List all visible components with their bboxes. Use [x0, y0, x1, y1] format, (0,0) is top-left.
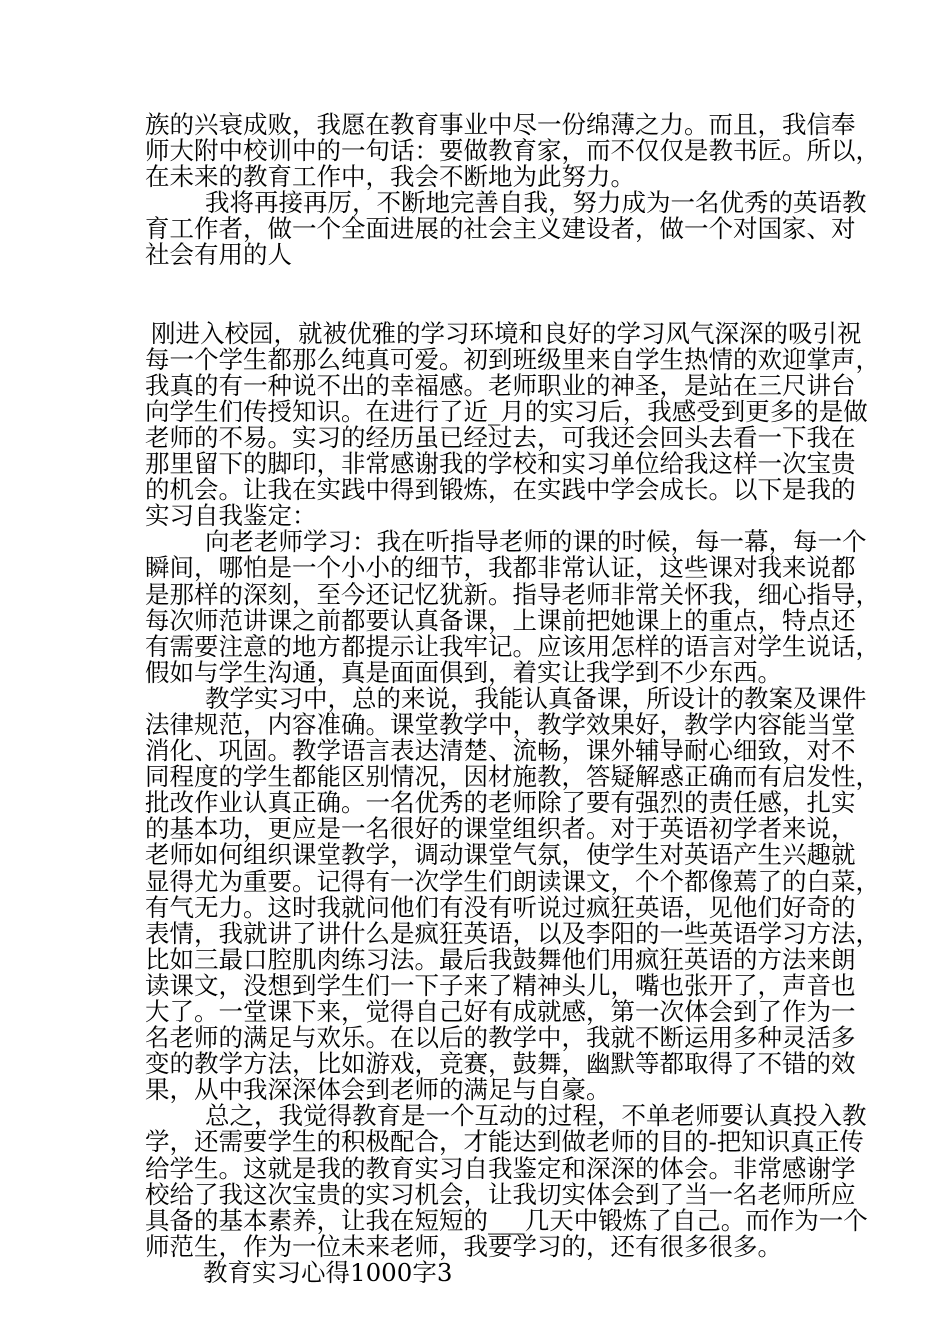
text-line: 消化、巩固。教学语言表达清楚、流畅，课外辅导耐心细致，对不	[145, 736, 856, 766]
text-line: 有需要注意的地方都提示让我牢记。应该用怎样的语言对学生说话，	[145, 631, 880, 661]
section-heading: 教育实习心得1000字3	[203, 1257, 453, 1287]
text-line: 表情，我就讲了讲什么是疯狂英语，以及李阳的一些英语学习方法，	[145, 918, 880, 948]
text-line: 读课文，没想到学生们一下子来了精神头儿，嘴也张开了，声音也	[145, 970, 856, 1000]
text-line: 比如三最口腔肌肉练习法。最后我鼓舞他们用疯狂英语的方法来朗	[145, 944, 856, 974]
text-line: 的机会。让我在实践中得到锻炼，在实践中学会成长。以下是我的	[145, 475, 856, 505]
text-line: 总之，我觉得教育是一个互动的过程，不单老师要认真投入教	[205, 1101, 867, 1131]
text-line: 名老师的满足与欢乐。在以后的教学中，我就不断运用多种灵活多	[145, 1023, 856, 1053]
text-line: 同程度的学生都能区别情况，因材施教，答疑解惑正确而有启发性，	[145, 762, 880, 792]
text-line: 老师的不易。实习的经历虽已经过去，可我还会回头去看一下我在	[145, 422, 856, 452]
text-line: 每一个学生都那么纯真可爱。初到班级里来自学生热情的欢迎掌声，	[145, 344, 880, 374]
text-line: 育工作者，做一个全面进展的社会主义建设者，做一个对国家、对	[145, 214, 856, 244]
document-page	[145, 110, 880, 1287]
text-line: 法律规范，内容准确。课堂教学中，教学效果好，教学内容能当堂	[145, 709, 856, 739]
text-line: 有气无力。这时我就问他们有没有听说过疯狂英语，见他们好奇的	[145, 892, 856, 922]
text-line: 校给了我这次宝贵的实习机会，让我切实体会到了当一名老师所应	[145, 1179, 856, 1209]
text-line: 族的兴衰成败，我愿在教育事业中尽一份绵薄之力。而且，我信奉	[145, 110, 856, 139]
text-line: 向学生们传授知识。在进行了近_月的实习后，我感受到更多的是做	[145, 396, 868, 426]
text-line: 师大附中校训中的一句话：要做教育家，而不仅仅是教书匠。所以，	[145, 136, 880, 166]
text-line: 显得尤为重要。记得有一次学生们朗读课文，个个都像蔫了的白菜，	[145, 866, 880, 896]
text-line: 在未来的教育工作中，我会不断地为此努力。	[145, 162, 635, 192]
text-line: 批改作业认真正确。一名优秀的老师除了要有强烈的责任感，扎实	[145, 788, 856, 818]
text-line: 学，还需要学生的积极配合，才能达到做老师的目的-把知识真正传	[145, 1127, 864, 1157]
text-line: 老师如何组织课堂教学，调动课堂气氛，使学生对英语产生兴趣就	[145, 840, 856, 870]
text-line: 那里留下的脚印，非常感谢我的学校和实习单位给我这样一次宝贵	[145, 449, 856, 479]
text-line: 大了。一堂课下来，觉得自己好有成就感，第一次体会到了作为一	[145, 997, 856, 1026]
text-line: 社会有用的人	[145, 240, 292, 270]
text-line: 给学生。这就是我的教育实习自我鉴定和深深的体会。非常感谢学	[145, 1153, 856, 1183]
text-line: 刚进入校园，就被优雅的学习环境和良好的学习风气深深的吸引祝	[151, 318, 862, 348]
text-line: 假如与学生沟通，真是面面俱到，着实让我学到不少东西。	[145, 657, 782, 687]
text-line: 变的教学方法，比如游戏，竞赛，鼓舞，幽默等都取得了不错的效	[145, 1049, 856, 1079]
paragraph-gap	[145, 269, 813, 321]
text-line: 具备的基本素养，让我在短短的___几天中锻炼了自己。而作为一个	[145, 1205, 868, 1235]
text-line: 是那样的深刻，至今还记忆犹新。指导老师非常关怀我，细心指导，	[145, 579, 880, 609]
text-line: 向老老师学习：我在听指导老师的课的时候，每一幕，每一个	[205, 527, 867, 557]
text-line: 师范生，作为一位未来老师，我要学习的，还有很多很多。	[145, 1231, 782, 1261]
text-line: 教学实习中，总的来说，我能认真备课，所设计的教案及课件	[205, 683, 867, 713]
text-line: 实习自我鉴定：	[145, 501, 317, 531]
text-line: 果，从中我深深体会到老师的满足与自豪。	[145, 1075, 611, 1105]
text-line: 我将再接再厉，不断地完善自我，努力成为一名优秀的英语教	[205, 188, 867, 218]
text-line: 每次师范讲课之前都要认真备课，上课前把她课上的重点，特点还	[145, 605, 856, 635]
text-line: 我真的有一种说不出的幸福感。老师职业的神圣，是站在三尺讲台	[145, 370, 856, 400]
text-line: 瞬间，哪怕是一个小小的细节，我都非常认证，这些课对我来说都	[145, 553, 856, 583]
text-line: 的基本功，更应是一名很好的课堂组织者。对于英语初学者来说，	[145, 814, 856, 844]
